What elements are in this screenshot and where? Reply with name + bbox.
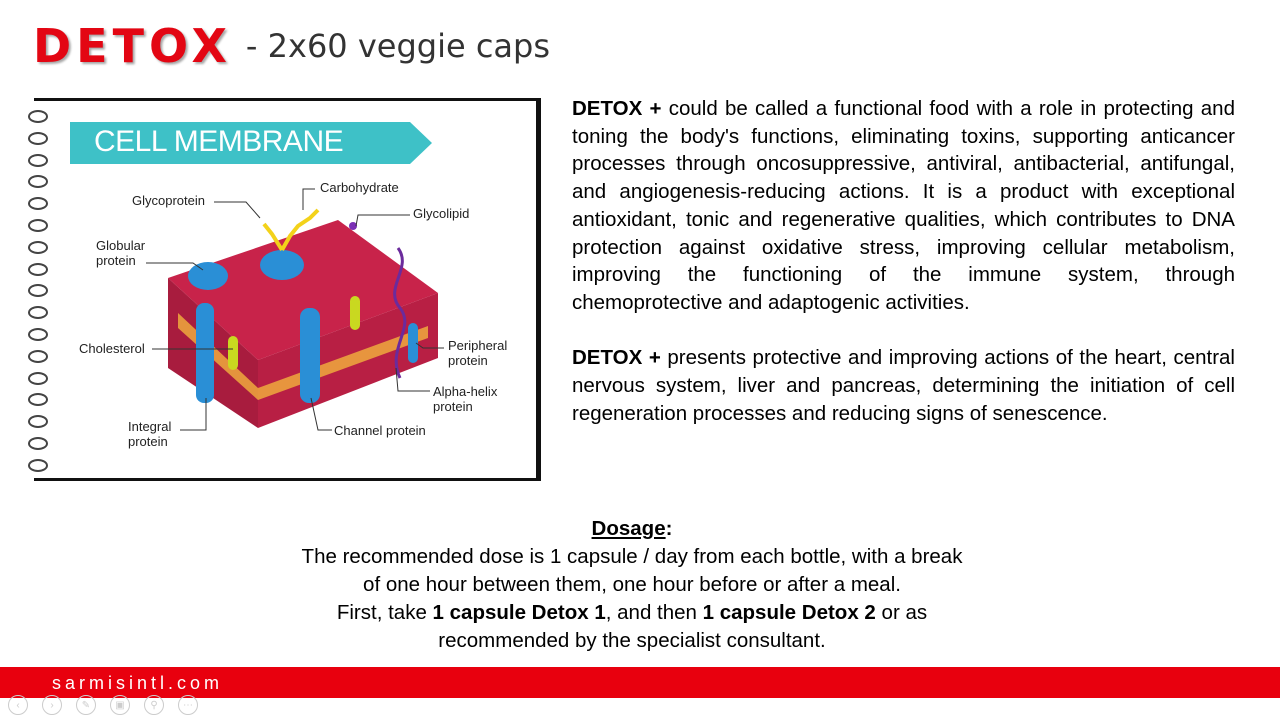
label-carbohydrate: Carbohydrate	[320, 180, 399, 195]
dosage-section	[220, 515, 1044, 655]
dosage-line-4: recommended by the specialist consultant.	[438, 629, 826, 652]
more-icon[interactable]: ⋯	[178, 695, 198, 715]
product-description	[572, 95, 1235, 455]
dosage-line-2: of one hour between them, one hour before or after a meal.	[363, 573, 901, 596]
label-glycolipid: Glycolipid	[413, 206, 470, 221]
product-subtitle: - 2x60 veggie caps	[245, 27, 551, 65]
slides-icon[interactable]: ▣	[110, 695, 130, 715]
label-globular-protein: Globular protein	[96, 238, 146, 268]
slide-title	[33, 16, 550, 76]
pen-icon[interactable]: ✎	[76, 695, 96, 715]
brand-name: DETOX	[33, 19, 232, 73]
integral-protein-shape	[196, 303, 214, 403]
figure-banner-label: CELL MEMBRANE	[94, 125, 344, 158]
description-paragraph-2: DETOX + presents protective and improving actions of the heart, central nervous system, liver and pancreas, determining the initiation of cell regeneration processes and reducing signs of senescence.	[572, 346, 1235, 425]
label-alpha-helix-protein: Alpha-helix protein	[433, 384, 498, 414]
cell-membrane-illustration	[28, 98, 538, 478]
label-glycoprotein: Glycoprotein	[132, 193, 205, 208]
label-cholesterol: Cholesterol	[79, 341, 145, 356]
membrane-diagram	[28, 98, 538, 478]
label-channel-protein: Channel protein	[334, 423, 426, 438]
label-integral-protein: Integral protein	[128, 419, 172, 449]
zoom-icon[interactable]: ⚲	[144, 695, 164, 715]
slideshow-controls	[8, 695, 198, 715]
website-link[interactable]: sarmisintl.com	[52, 673, 224, 693]
dosage-line-3: First, take 1 capsule Detox 1, and then 1 capsule Detox 2 or as	[336, 601, 928, 624]
label-peripheral-protein: Peripheral protein	[448, 338, 508, 368]
cholesterol-shape	[228, 336, 238, 370]
cholesterol-shape-2	[350, 296, 360, 330]
next-icon[interactable]: ›	[42, 695, 62, 715]
globular-protein-shape	[188, 262, 228, 290]
description-paragraph-1: DETOX + could be called a functional food with a role in protecting and toning the body's functions, eliminating toxins, supporting anticancer processes through oncosuppressive, antiviral, antibacterial, antifungal, and angiogenesis-reducing actions. It is a product with exceptional antioxidant, tonic and regenerative qualities, which contributes to DNA protection against oxidative stress, improving cellular metabolism, improving the functioning of the immune system, through chemoprotective and adaptogenic activities.	[572, 97, 1235, 314]
channel-protein-shape	[300, 308, 320, 403]
dosage-heading: Dosage:	[591, 517, 673, 540]
dosage-line-1: The recommended dose is 1 capsule / day from each bottle, with a break	[301, 545, 963, 568]
footer-bar	[0, 667, 1280, 698]
previous-icon[interactable]: ‹	[8, 695, 28, 715]
glycolipid-head	[349, 222, 357, 230]
glycoprotein-shape	[260, 250, 304, 280]
